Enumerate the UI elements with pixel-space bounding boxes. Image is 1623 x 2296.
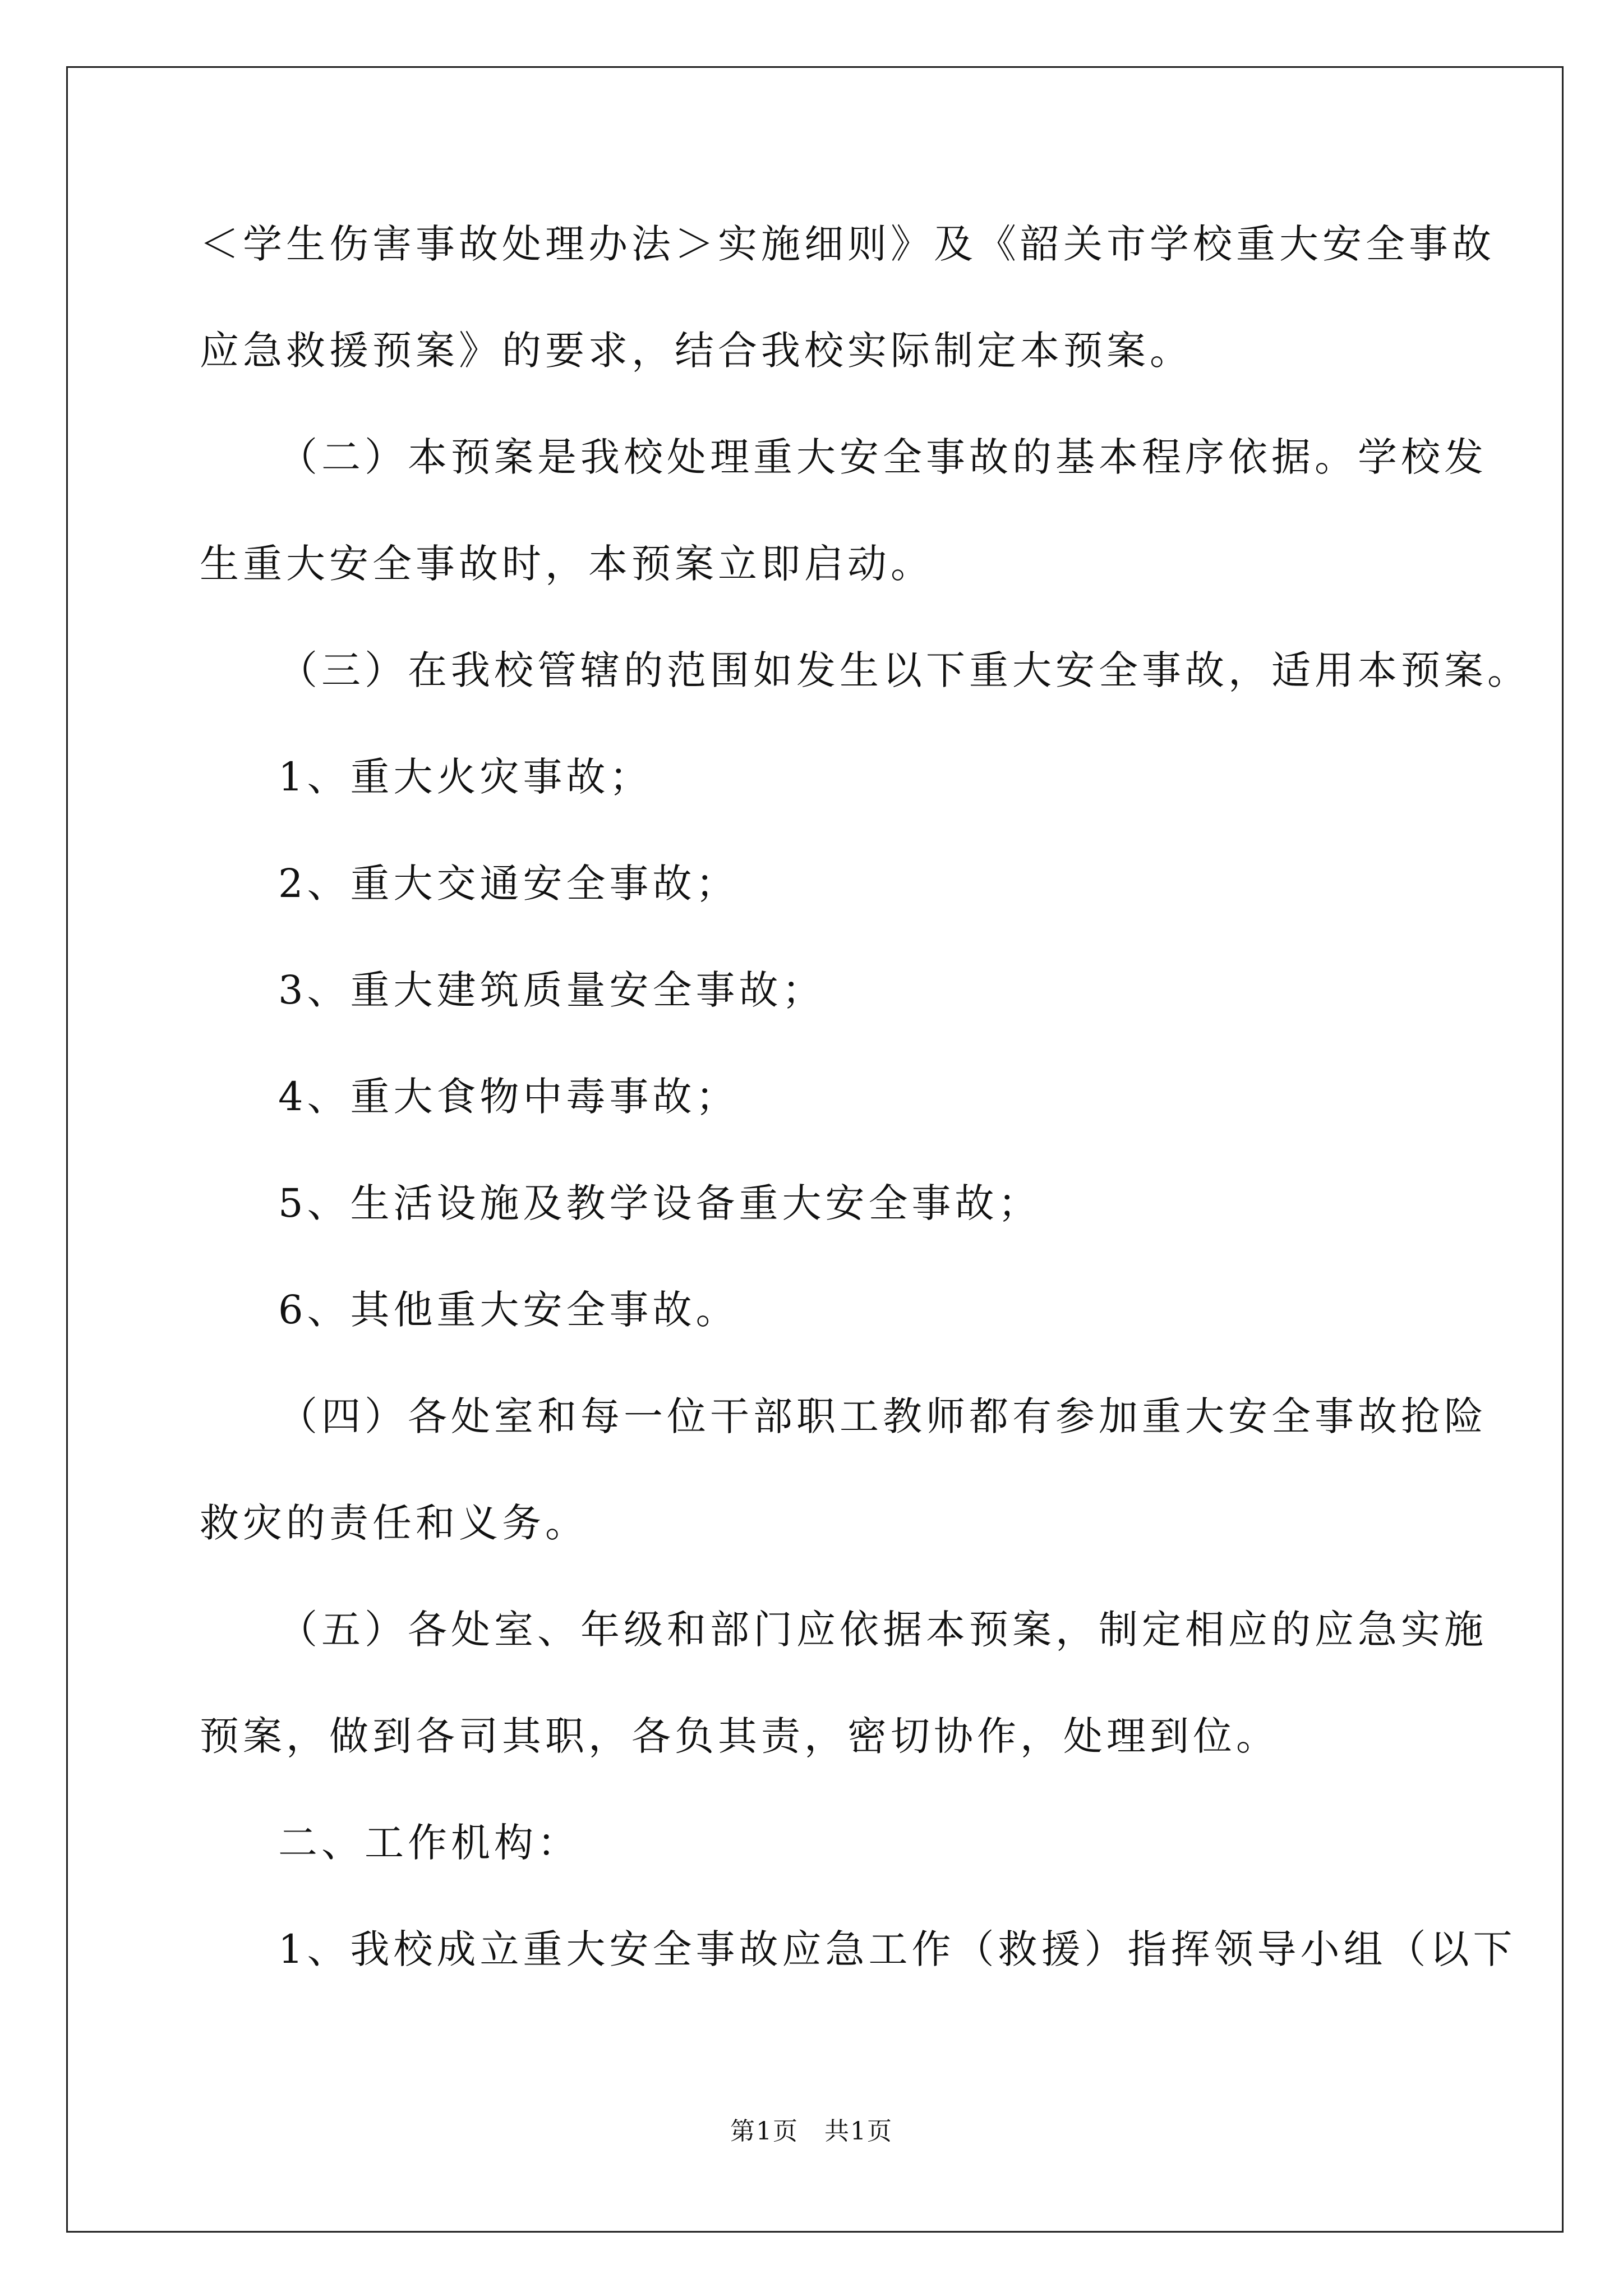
list-item-4: 4、重大食物中毒事故； xyxy=(278,1074,739,1120)
list-item-2: 2、重大交通安全事故； xyxy=(278,861,739,907)
list-item-3: 3、重大建筑质量安全事故； xyxy=(278,967,826,1013)
text-line-2: 应急救援预案》的要求，结合我校实际制定本预案。 xyxy=(200,328,1193,374)
text-line-17: 1、我校成立重大安全事故应急工作（救援）指挥领导小组（以下 xyxy=(278,1926,1516,1972)
text-line-14: （五）各处室、年级和部门应依据本预案，制定相应的应急实施 xyxy=(278,1607,1487,1653)
page-number: 第1页 共1页 xyxy=(730,2117,893,2146)
list-item-1: 1、重大火灾事故； xyxy=(278,754,653,800)
section-heading: 二、工作机构： xyxy=(278,1820,580,1866)
text-line-4: 生重大安全事故时，本预案立即启动。 xyxy=(200,541,934,587)
text-line-13: 救灾的责任和义务。 xyxy=(200,1500,588,1546)
page-border xyxy=(66,66,1564,2233)
text-line-1: ＜学生伤害事故处理办法＞实施细则》及《韶关市学校重大安全事故 xyxy=(200,221,1495,267)
text-line-5: （三）在我校管辖的范围如发生以下重大安全事故，适用本预案。 xyxy=(278,647,1530,693)
list-item-6: 6、其他重大安全事故。 xyxy=(278,1287,739,1333)
text-line-15: 预案，做到各司其职，各负其责，密切协作，处理到位。 xyxy=(200,1713,1279,1759)
text-line-3: （二）本预案是我校处理重大安全事故的基本程序依据。学校发 xyxy=(278,434,1487,480)
text-line-12: （四）各处室和每一位干部职工教师都有参加重大安全事故抢险 xyxy=(278,1393,1487,1439)
list-item-5: 5、生活设施及教学设备重大安全事故； xyxy=(278,1180,1041,1226)
